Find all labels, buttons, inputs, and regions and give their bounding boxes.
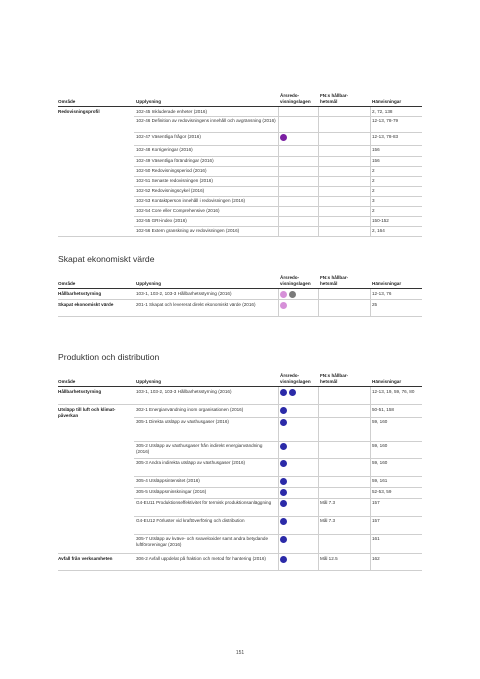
gri-table-redovisningsprofil [58,84,422,237]
cell-description: 102-47 Väsentliga frågor (2016) [136,134,201,139]
header-fn: FN:s hållbar- hetsmål [320,93,349,104]
header-area: Område [58,98,76,104]
cell-reference: 59, 160 [372,460,388,465]
cell-reference: 2, 164 [372,228,385,233]
table-row [58,534,422,554]
cell-area: Redovisningsprofil [58,109,100,114]
cell-description: 305-1 Direkta utsläpp av växthusgaser (2016) [136,419,229,424]
table-row [58,516,422,534]
marker-dot-icon [280,518,287,525]
cell-reference: 161 [372,536,380,541]
cell-arsredovisningslagen [280,556,316,563]
cell-description: 305-4 Utsläppsintensitet (2016) [136,478,200,483]
table-row [58,300,422,317]
cell-description: 306-2 Avfall uppdelat på fraktion och metod för hantering (2016) [136,556,266,561]
cell-arsredovisningslagen [280,291,316,298]
marker-dot-icon [280,500,287,507]
cell-reference: 2 [372,178,375,183]
cell-arsredovisningslagen [280,478,316,485]
cell-arsredovisningslagen [280,407,316,414]
cell-area: Hållbarhetsstyrning [58,389,102,394]
cell-reference: 2 [372,208,375,213]
marker-dot-icon [280,536,287,543]
marker-dot-icon [289,291,296,298]
header-fn: FN:s hållbar- hetsmål [320,373,349,384]
header-area: Område [58,378,76,384]
cell-arsredovisningslagen [280,443,316,450]
header-desc: Upplysning [136,280,162,286]
cell-fn-goal: Mål 12.5 [320,556,338,561]
cell-description: 102-45 Inkluderade enheter (2016) [136,109,207,114]
table-header [58,84,422,107]
cell-arsredovisningslagen [280,302,316,309]
table-header [58,364,422,387]
header-desc: Upplysning [136,98,162,104]
cell-description: G4-EU12 Förluster vid kraftöverföring och distribution [136,518,245,523]
cell-reference: 2 [372,188,375,193]
cell-reference: 162 [372,556,380,561]
cell-arsredovisningslagen [280,500,316,507]
marker-dot-icon [289,389,296,396]
cell-description: 102-46 Definition av redovisningens innehåll och avgränsning (2016) [136,118,276,123]
cell-description: 102-53 Kontaktperson innehåll i redovisningen (2016) [136,198,246,203]
cell-description: 102-55 GRI-index (2016) [136,218,187,223]
cell-description: 102-48 Korrigeringar (2016) [136,147,193,152]
cell-reference: 52-53, 59 [372,489,392,494]
table-row [58,441,422,458]
header-fn: FN:s hållbar- hetsmål [320,275,349,286]
cell-area: Avfall från verksamheten [58,556,113,561]
marker-dot-icon [280,407,287,414]
cell-description: G4-EU11 Produktionseffektivitet för termisk produktionsanläggning [136,500,272,505]
cell-reference: 157 [372,518,380,523]
cell-reference: 150-152 [372,218,389,223]
header-area: Område [58,280,76,286]
marker-dot-icon [280,419,287,426]
header-desc: Upplysning [136,378,162,384]
table-row [58,498,422,516]
cell-reference: 2 [372,168,375,173]
cell-arsredovisningslagen [280,489,316,496]
cell-reference: 12-13, 78-83 [372,134,399,139]
page-number: 151 [235,650,245,656]
cell-arsredovisningslagen [280,419,316,426]
marker-dot-icon [280,443,287,450]
table-row [58,116,422,132]
header-ars: Årsredo- visningslagen [280,373,311,384]
cell-area: Hållbarhetsstyrning [58,291,102,296]
cell-fn-goal: Mål 7.3 [320,518,336,523]
cell-description: 102-56 Extern granskning av redovisningen (2016) [136,228,240,233]
cell-description: 102-49 Väsentliga förändringar (2016) [136,158,214,163]
cell-description: 103-1, 103-2, 103-3 Hållbarhetsstyrning (2016) [136,291,232,296]
cell-reference: 12-13, 76 [372,291,392,296]
header-ars: Årsredo- visningslagen [280,275,311,286]
marker-dot-icon [280,302,287,309]
section-title-ekonomiskt-varde: Skapat ekonomiskt värde [58,254,155,264]
cell-area: Skapat ekonomiskt värde [58,302,114,307]
cell-description: 102-50 Redovisningsperiod (2016) [136,168,207,173]
cell-description: 305-5 Utsläppsminskningar (2016) [136,489,207,494]
cell-reference: 156 [372,147,380,152]
cell-description: 102-51 Senaste redovisningen (2016) [136,178,213,183]
table-row [58,226,422,237]
cell-description: 201-1 Skapat och levererat direkt ekonomiskt värde (2016) [136,302,256,307]
table-row [58,387,422,405]
header-ars: Årsredo- visningslagen [280,93,311,104]
cell-arsredovisningslagen [280,134,316,141]
cell-description: 305-2 Utsläpp av växthusgaser från indirekt energianvändning (2016) [136,443,263,454]
marker-dot-icon [280,291,287,298]
cell-description: 305-3 Andra indirekta utsläpp av växthusgaser (2016) [136,460,246,465]
cell-reference: 25 [372,302,378,307]
marker-dot-icon [280,134,287,141]
cell-reference: 50-51, 158 [372,407,394,412]
cell-reference: 59, 160 [372,419,388,424]
table-row [58,417,422,441]
cell-arsredovisningslagen [280,460,316,467]
gri-table-produktion [58,364,422,571]
table-header [58,266,422,289]
cell-reference: 156 [372,158,380,163]
cell-description: 102-52 Redovisningscykel (2016) [136,188,205,193]
table-row [58,554,422,571]
cell-reference: 157 [372,500,380,505]
cell-description: 305-7 Utsläpp av kväve- och svaveloxider samt andra betydande luftföroreningar (2016) [136,536,269,547]
cell-reference: 3 [372,198,375,203]
header-ref: Hänvisningar [372,378,402,384]
section-title-produktion: Produktion och distribution [58,352,160,362]
cell-reference: 12-13, 19, 59, 76, 80 [372,389,415,394]
cell-fn-goal: Mål 7.3 [320,500,336,505]
cell-reference: 59, 160 [372,443,388,448]
cell-reference: 12-13, 78-79 [372,118,399,123]
marker-dot-icon [280,389,287,396]
header-ref: Hänvisningar [372,280,402,286]
cell-reference: 2, 72, 138 [372,109,393,114]
cell-reference: 59, 161 [372,478,388,483]
cell-description: 103-1, 103-2, 103-3 Hållbarhetsstyrning (2016) [136,389,232,394]
gri-table-ekonomiskt-varde [58,266,422,317]
cell-area: Utsläpp till luft och klimat-påverkan [58,407,116,418]
header-ref: Hänvisningar [372,98,402,104]
cell-description: 302-1 Energianvändning inom organisationen (2016) [136,407,244,412]
marker-dot-icon [280,460,287,467]
table-row [58,458,422,476]
cell-arsredovisningslagen [280,389,316,396]
marker-dot-icon [280,556,287,563]
marker-dot-icon [280,489,287,496]
marker-dot-icon [280,478,287,485]
cell-arsredovisningslagen [280,518,316,525]
cell-arsredovisningslagen [280,536,316,543]
cell-description: 102-54 Core eller Comprehensive (2016) [136,208,220,213]
